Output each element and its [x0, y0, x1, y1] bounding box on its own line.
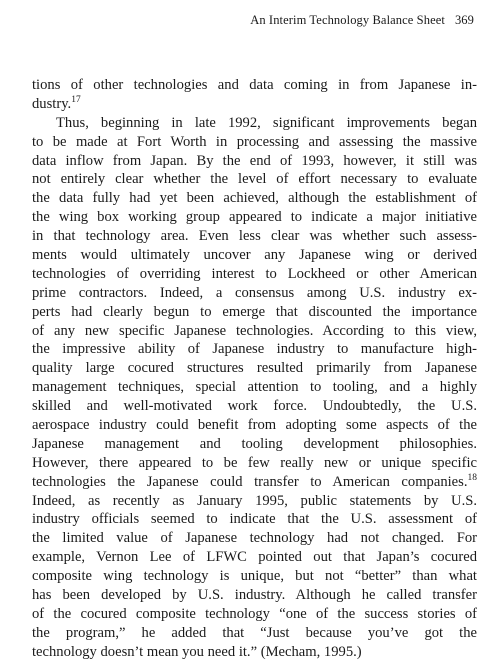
text-line: skilled and well-motivated work force. Undoubtedly, the U.S.	[32, 398, 477, 415]
text-line: Japanese management and tooling development philosophies.	[32, 435, 477, 452]
text-line: Thus, beginning in late 1992, significant improvements began	[56, 114, 477, 131]
running-head	[250, 13, 474, 28]
running-title: An Interim Technology Balance Sheet	[250, 13, 445, 27]
text-line: the limited value of Japanese technology had not changed. For	[32, 530, 477, 547]
text-line: tions of other technologies and data coming in from Japanese in-	[32, 77, 477, 93]
footnote-mark-18: 18	[467, 472, 477, 483]
text-line	[32, 95, 477, 114]
text-line: to be made at Fort Worth in processing and assessing the massive	[32, 133, 477, 150]
text-line: the data fully had yet been achieved, although the establishment of	[32, 190, 477, 207]
text-line: Indeed, as recently as January 1995, public statements by U.S.	[32, 492, 477, 509]
text-line: example, Vernon Lee of LFWC pointed out that Japan’s cocured	[32, 549, 477, 566]
text-line: quality large cocured structures resulted primarily from Japanese	[32, 360, 477, 377]
text-line: the program,” he added that “Just because you’ve got the	[32, 624, 477, 641]
text-line: technologies of overriding interest to Lockheed or other American	[32, 265, 477, 282]
text-line: data inflow from Japan. By the end of 1993, however, it still was	[32, 152, 477, 169]
text-line: perts had clearly begun to emerge that discounted the importance	[32, 303, 477, 320]
text-line: of any new specific Japanese technologies. According to this view,	[32, 322, 477, 339]
text-line: ments would ultimately uncover any Japanese wing or derived	[32, 247, 477, 264]
text-line: composite wing technology is unique, but not “better” than what	[32, 568, 477, 585]
text-line: not entirely clear whether the level of effort necessary to evaluate	[32, 171, 477, 188]
text-line: technology doesn’t mean you need it.” (Mecham, 1995.)	[32, 643, 362, 660]
text-line: the impressive ability of Japanese industry to manufacture high-	[32, 341, 477, 358]
text-line: aerospace industry could benefit from adopting some aspects of the	[32, 417, 477, 434]
page-number: 369	[454, 13, 474, 27]
text-line	[32, 473, 477, 492]
text-line: However, there appeared to be few really new or unique specific	[32, 454, 477, 471]
text-line-content: dustry.	[32, 95, 72, 112]
text-line: industry officials seemed to indicate that the U.S. assessment of	[32, 511, 477, 528]
text-line: management techniques, special attention to tooling, and a highly	[32, 379, 477, 396]
text-line: in that technology area. Even less clear was whether such assess-	[32, 228, 477, 245]
text-line: the wing box working group appeared to indicate a major initiative	[32, 209, 477, 226]
body-text	[32, 76, 477, 662]
text-line: of the cocured composite technology “one of the success stories of	[32, 605, 477, 622]
text-line-content: technologies the Japanese could transfer to American companies.	[32, 473, 468, 490]
footnote-mark-17: 17	[71, 94, 81, 105]
text-line: prime contractors. Indeed, a consensus among U.S. industry ex-	[32, 284, 477, 301]
text-line: has been developed by U.S. industry. Although he called transfer	[32, 587, 477, 604]
